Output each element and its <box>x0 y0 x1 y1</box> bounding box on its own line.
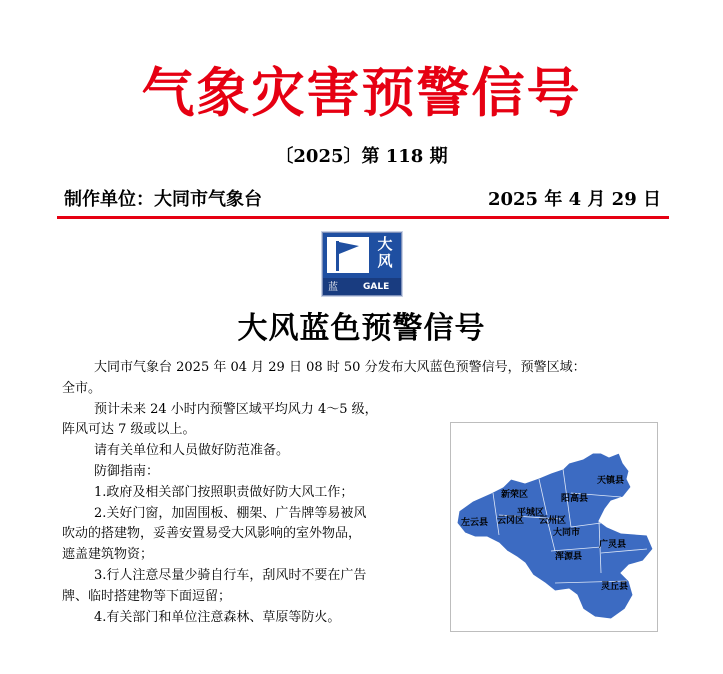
signal-english-label: GALE <box>363 282 390 292</box>
warning-heading: 大风蓝色预警信号 <box>237 311 486 346</box>
body-line: 2.关好门窗，加固围板、棚架、广告牌等易被风 <box>94 505 367 521</box>
body-line: 防御指南： <box>94 463 160 479</box>
issuing-unit: 制作单位：大同市气象台 <box>64 189 262 210</box>
body-line: 预计未来 24 小时内预警区域平均风力 4～5 级， <box>94 401 378 417</box>
document-title: 气象灾害预警信号 <box>141 62 582 124</box>
district-label: 平城区 <box>517 508 545 518</box>
body-line: 遮盖建筑物资； <box>62 547 154 563</box>
district-label: 灵丘县 <box>601 582 629 592</box>
body-line: 1.政府及相关部门按照职责做好防大风工作； <box>94 484 354 500</box>
wind-flag-icon <box>327 237 369 273</box>
district-label: 新荣区 <box>501 490 529 500</box>
district-label: 大同市 <box>553 528 581 538</box>
body-line: 吹动的搭建物，妥善安置易受大风影响的室外物品， <box>62 526 362 542</box>
body-line: 3.行人注意尽量少骑自行车，刮风时不要在广告 <box>94 567 367 583</box>
district-label: 广灵县 <box>599 540 627 550</box>
district-label: 浑源县 <box>555 552 583 562</box>
issue-number: 〔2025〕第 118 期 <box>275 146 448 167</box>
warning-area-map <box>450 422 658 632</box>
body-line: 阵风可达 7 级或以上。 <box>62 422 196 438</box>
body-line: 全市。 <box>62 380 102 396</box>
body-line: 大同市气象台 2025 年 04 月 29 日 08 时 50 分发布大风蓝色预警信号，预警区域： <box>94 360 586 375</box>
body-line: 牌、临时搭建物等下面逗留； <box>62 588 232 604</box>
body-line: 请有关单位和人员做好防范准备。 <box>94 443 290 459</box>
district-label: 云冈区 <box>497 516 525 526</box>
district-label: 天镇县 <box>597 476 625 486</box>
signal-color-label: 蓝 <box>328 282 338 293</box>
signal-name: 大风 <box>377 235 393 270</box>
district-label: 左云县 <box>461 518 489 528</box>
gale-blue-signal-icon <box>322 232 402 296</box>
district-label: 云州区 <box>539 516 567 526</box>
district-label: 阳高县 <box>561 494 589 504</box>
header-divider <box>57 216 669 219</box>
body-line: 4.有关部门和单位注意森林、草原等防火。 <box>94 609 341 625</box>
issue-date: 2025 年 4 月 29 日 <box>487 189 661 210</box>
